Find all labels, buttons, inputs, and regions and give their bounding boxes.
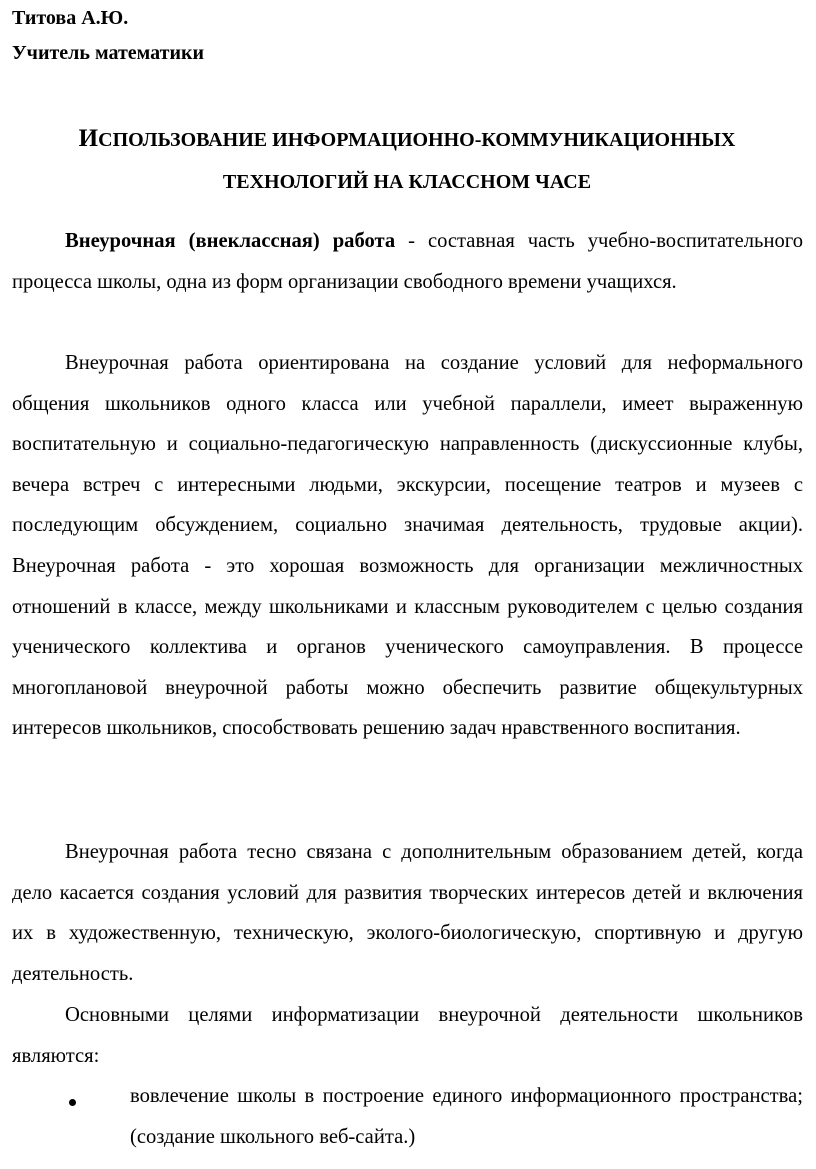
paragraph-1-text: - составная часть учебно-воспитательного процесса школы, одна из форм организации свободного времени учащихся. bbox=[12, 230, 803, 293]
document-title-line-1 bbox=[12, 126, 802, 153]
bullet-icon bbox=[69, 1099, 76, 1106]
document-title-line-2: ТЕХНОЛОГИЙ НА КЛАССНОМ ЧАСЕ bbox=[222, 171, 592, 193]
list-item-text: вовлечение школы в построение единого информационного пространства; (создание школьного веб-сайта.) bbox=[130, 1085, 803, 1148]
title-line-1-text: СПОЛЬЗОВАНИЕ ИНФОРМАЦИОННО-КОММУНИКАЦИОННЫХ bbox=[98, 129, 736, 151]
paragraph-1 bbox=[12, 221, 803, 302]
paragraph-2: Внеурочная работа ориентирована на создание условий для неформального общения школьников одного класса или учебной параллели, имеет выраженную воспитательную и социально-педагогическую направленность (дискуссионные клубы, вечера встреч с интересными людьми, экскурсии, посещение театров и музеев с последующим обсуждением, социально значимая деятельность, трудовые акции). Внеурочная работа - это хорошая возможность для организации межличностных отношений в классе, между школьниками и классным руководителем с целью создания ученического коллектива и органов ученического самоуправления. В процессе многоплановой внеурочной работы можно обеспечить развитие общекультурных интересов школьников, способствовать решению задач нравственного воспитания. bbox=[12, 352, 803, 740]
paragraph-4: Основными целями информатизации внеурочной деятельности школьников являются: bbox=[12, 1004, 803, 1067]
author-name: Титова А.Ю. bbox=[12, 7, 129, 29]
title-initial-cap: И bbox=[78, 125, 99, 152]
paragraph-1-term: Внеурочная (внеклассная) работа bbox=[65, 230, 396, 252]
author-role: Учитель математики bbox=[12, 42, 205, 64]
list-item bbox=[12, 1076, 803, 1158]
paragraph-3: Внеурочная работа тесно связана с дополнительным образованием детей, когда дело касается создания условий для развития творческих интересов детей и включения их в художественную, техническую, эколого-биологическую, спортивную и другую деятельность. bbox=[12, 841, 803, 985]
